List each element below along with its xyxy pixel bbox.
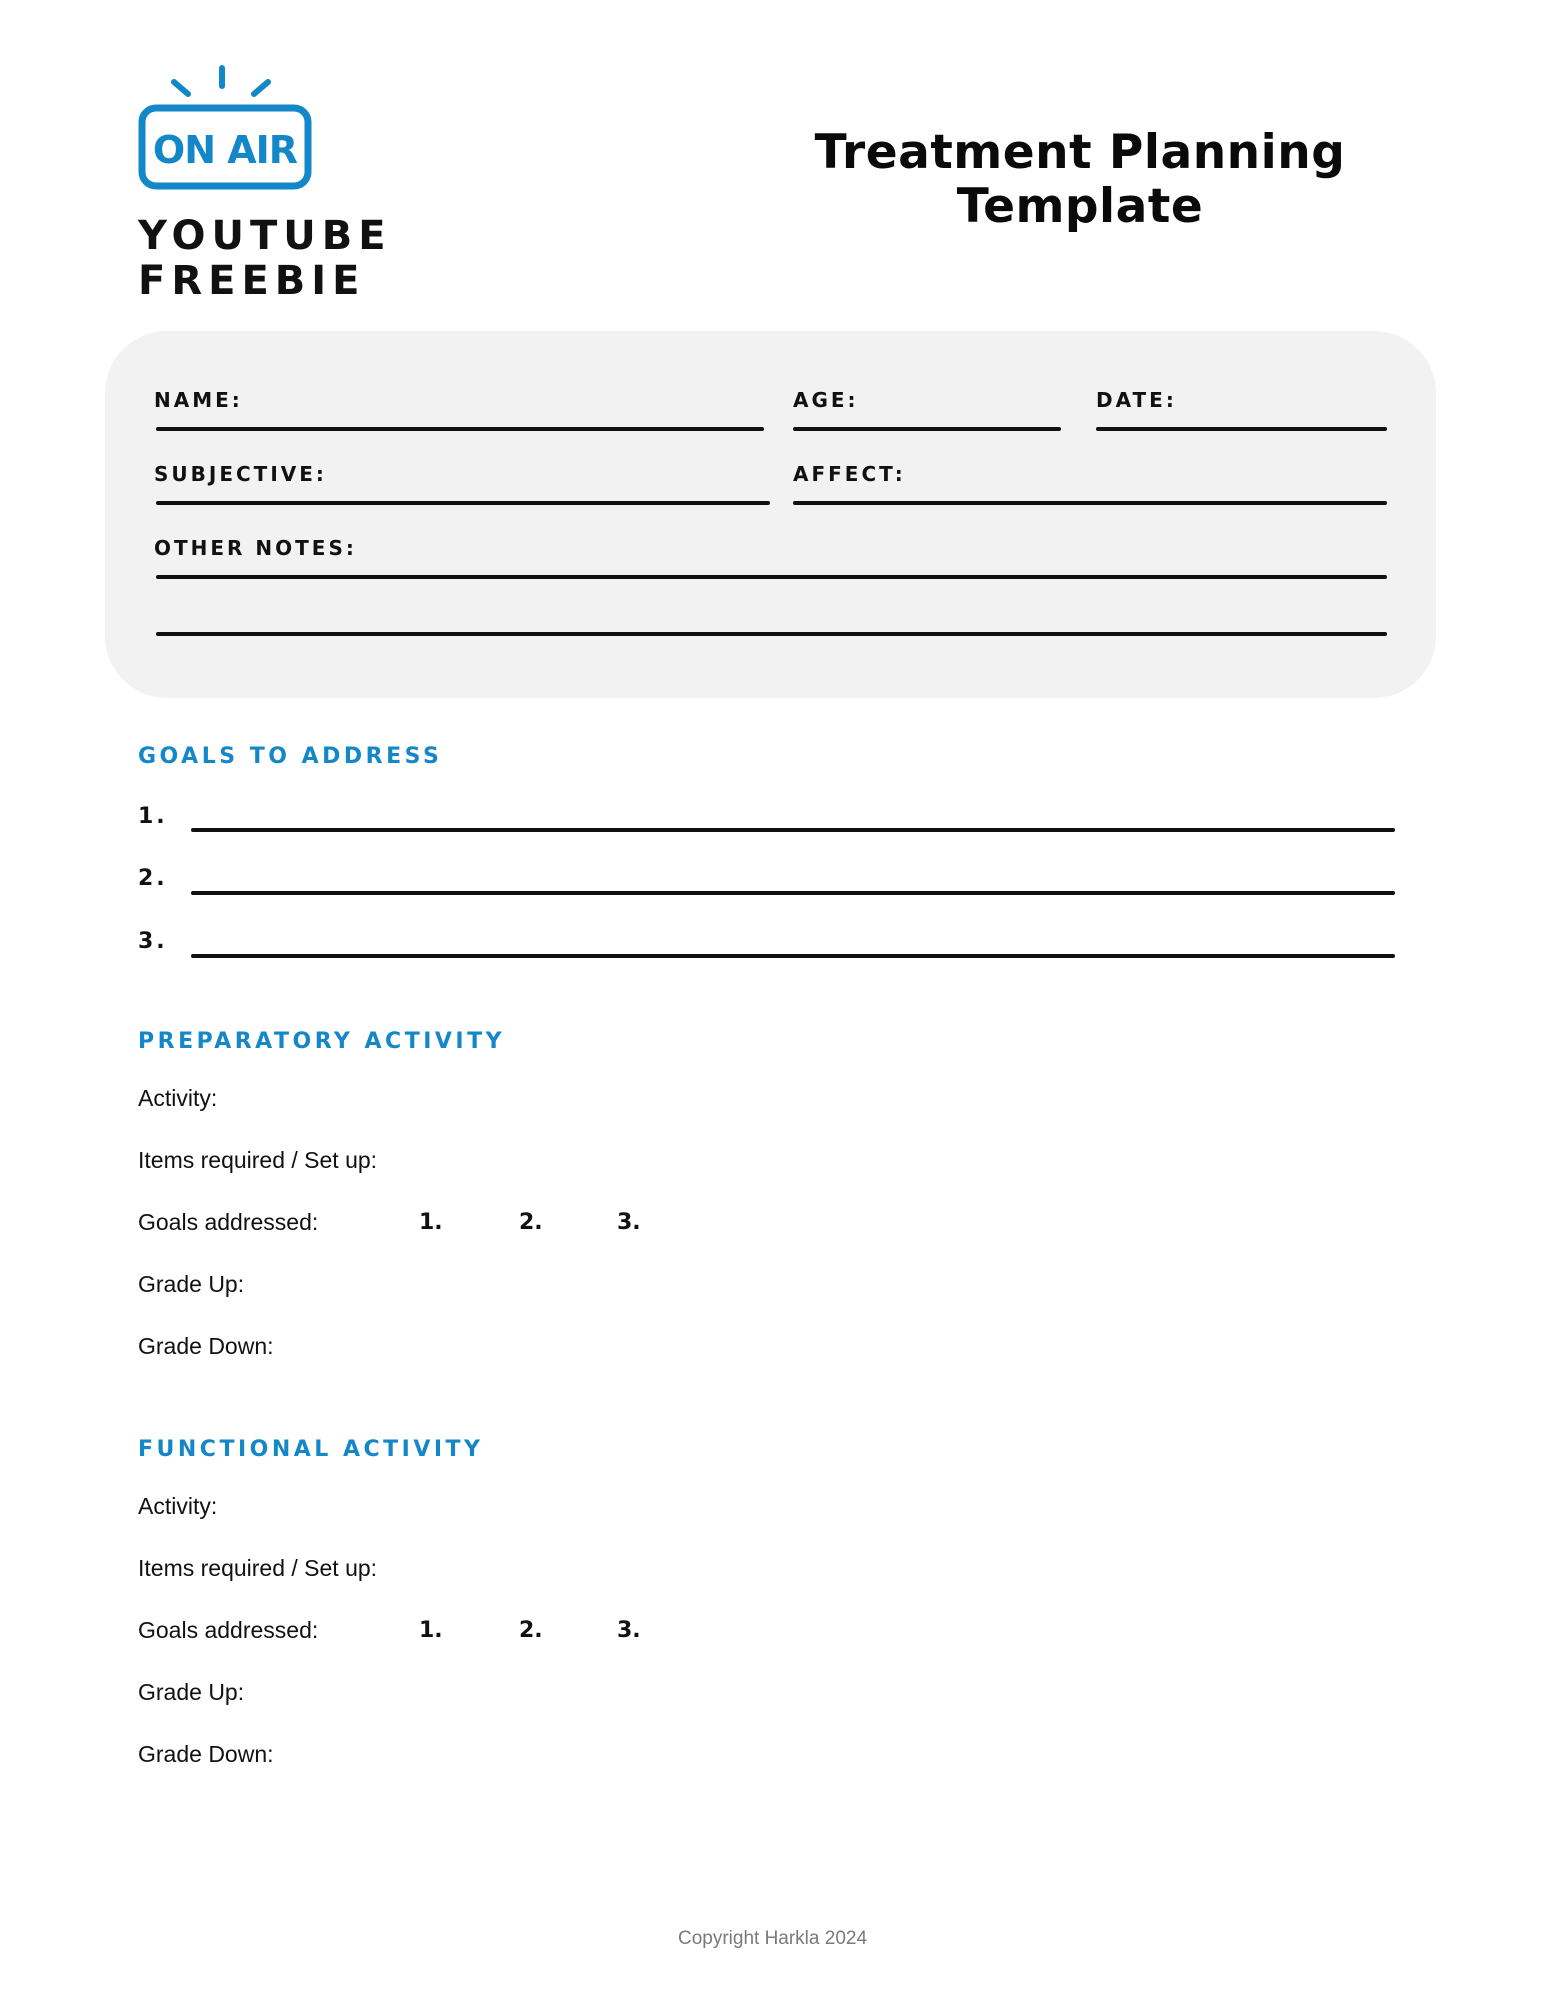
functional-goal-2[interactable]: 2. xyxy=(519,1618,543,1643)
page-title xyxy=(780,126,1380,234)
goal-number-3: 3. xyxy=(138,929,168,954)
logo-text: ON AIR xyxy=(152,128,298,172)
patient-info-panel xyxy=(105,331,1436,698)
affect-field[interactable] xyxy=(793,501,1387,505)
functional-goals-label: Goals addressed: xyxy=(138,1617,319,1643)
age-label: AGE: xyxy=(793,388,859,412)
goals-heading: GOALS TO ADDRESS xyxy=(138,744,443,769)
subjective-field[interactable] xyxy=(156,501,770,505)
preparatory-items-label: Items required / Set up: xyxy=(138,1147,378,1173)
goal-number-1: 1. xyxy=(138,804,168,829)
name-field[interactable] xyxy=(156,427,764,431)
date-label: DATE: xyxy=(1096,388,1177,412)
functional-goal-1[interactable]: 1. xyxy=(419,1618,443,1643)
functional-items-label: Items required / Set up: xyxy=(138,1555,378,1581)
goal-field-3[interactable] xyxy=(191,954,1395,958)
goal-field-2[interactable] xyxy=(191,891,1395,895)
copyright-footer: Copyright Harkla 2024 xyxy=(677,1928,868,1949)
on-air-sign-icon xyxy=(138,62,318,192)
preparatory-heading: PREPARATORY ACTIVITY xyxy=(138,1029,506,1054)
affect-label: AFFECT: xyxy=(793,462,906,486)
functional-grade-down-label: Grade Down: xyxy=(138,1741,274,1767)
functional-activity-label: Activity: xyxy=(138,1493,218,1519)
age-field[interactable] xyxy=(793,427,1061,431)
brand-line-1: YOUTUBE xyxy=(138,213,392,259)
subjective-label: SUBJECTIVE: xyxy=(154,462,327,486)
preparatory-goal-2[interactable]: 2. xyxy=(519,1210,543,1235)
preparatory-goals-label: Goals addressed: xyxy=(138,1209,319,1235)
preparatory-activity-label: Activity: xyxy=(138,1085,218,1111)
goal-number-2: 2. xyxy=(138,866,168,891)
functional-heading: FUNCTIONAL ACTIVITY xyxy=(138,1437,484,1462)
preparatory-grade-down-label: Grade Down: xyxy=(138,1333,274,1359)
brand-line-2: FREEBIE xyxy=(138,258,366,304)
other-notes-label: OTHER NOTES: xyxy=(154,536,357,560)
functional-goal-3[interactable]: 3. xyxy=(617,1618,641,1643)
other-notes-field-2[interactable] xyxy=(156,632,1387,636)
name-label: NAME: xyxy=(154,388,243,412)
other-notes-field-1[interactable] xyxy=(156,575,1387,579)
brand-name xyxy=(138,214,392,304)
preparatory-grade-up-label: Grade Up: xyxy=(138,1271,245,1297)
goal-field-1[interactable] xyxy=(191,828,1395,832)
functional-grade-up-label: Grade Up: xyxy=(138,1679,245,1705)
preparatory-goal-3[interactable]: 3. xyxy=(617,1210,641,1235)
on-air-logo xyxy=(138,62,318,192)
title-line-1: Treatment Planning xyxy=(814,125,1346,180)
date-field[interactable] xyxy=(1096,427,1387,431)
preparatory-goal-1[interactable]: 1. xyxy=(419,1210,443,1235)
title-line-2: Template xyxy=(956,179,1204,234)
